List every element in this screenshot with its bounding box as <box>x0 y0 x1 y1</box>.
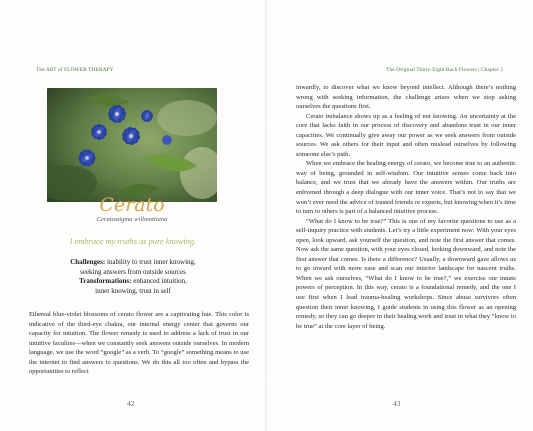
transformations-label: Transformations: <box>79 277 132 286</box>
right-page <box>266 0 533 431</box>
running-head-right: The Original Thirty-Eight Bach Flowers | Chapter 2 <box>386 67 503 73</box>
left-paragraph: Ethereal blue-violet blossoms of cerato flower are a captivating hue. This color is indicative of the third-eye chakra, our internal energy center that governs our capacity for intuition. The flower remedy is used to address a lack of trust in our intuitive faculties—when we constantly seek answers outside ourselves. In modern language, we use the word “google” as a verb. To “google” something means to use the internet to find answers to questions. We do this all too often and bypass the opportunities to reflect <box>29 311 249 376</box>
plant-title-block <box>47 195 217 223</box>
left-body-text <box>29 310 249 377</box>
page-number-left: 42 <box>127 399 135 408</box>
transformations-line2: inner knowing, trust in self <box>95 286 171 295</box>
cerato-flower-photo <box>47 88 217 202</box>
challenges-block <box>20 258 246 296</box>
plant-name: Cerato <box>99 194 165 216</box>
page-number-right: 43 <box>393 399 401 408</box>
flower-image <box>47 88 217 202</box>
left-page <box>0 0 266 431</box>
running-head-left: The ART of FLOWER THERAPY <box>36 67 114 73</box>
affirmation: I embrace my truths as pure knowing. <box>69 237 197 246</box>
right-paragraph-1: inwardly, to discover what we know beyond intellect. Although there’s nothing wrong with seeking information, the challenge arises when we stop asking ourselves the questions first. <box>296 84 516 111</box>
right-body-text <box>296 83 516 331</box>
right-paragraph-3: When we embrace the healing energy of cerato, we become true to an authentic way of being, grounded in self-wisdom. Our intuitive senses come back into balance, and we trust that we already have the answers within. Our truths are enlivened through a deep dialogue with our inner voice. That’s not to say that we won’t ever need the advice of trusted friends or experts, but knowing when it’s time to turn to others is part of a balanced intuitive process. <box>296 160 516 216</box>
right-paragraph-2: Cerato imbalance shows up as a feeling of not knowing. An uncertainty at the core that lacks faith in our process of discovery and abandons trust in our inner capacities. We continually give away our power as we seek answers from outside sources. We ask others for their input and often mislead ourselves by following someone else’s path. <box>296 112 516 158</box>
challenges-label: Challenges: <box>70 258 106 266</box>
transformations-line1: enhanced intuition, <box>133 277 187 286</box>
latin-name: Ceratostigma willmottiana <box>96 216 168 223</box>
challenges-line1: inability to trust inner knowing, <box>106 258 196 266</box>
challenges-line2: seeking answers from outside sources <box>80 267 186 276</box>
right-paragraph-4: “What do I know to be true?” This is one of my favorite questions to use as a self-inquiry practice with students. Let’s try a little experiment now: With your eyes open, look upward, ask yourself the question, and note the first answer that comes. Now ask the same question, with your eyes closed, looking downward, and note the first answer that comes. Is there a difference? Usually, a downward gaze allows us to go inward with more ease and scan our interior landscape for nascent truths. When we ask ourselves, “What do I know to be true?,” we exercise our innate powers of perception. In this way, cerato is a foundational remedy, and the one I use first when I lead trauma-healing workshops. Since abuse survivors often question their inner knowing, I guide students in using this flower as an opening remedy, so they can go deeper in their healing work and trust in what they “know to be true” at the core layer of being. <box>296 217 516 330</box>
